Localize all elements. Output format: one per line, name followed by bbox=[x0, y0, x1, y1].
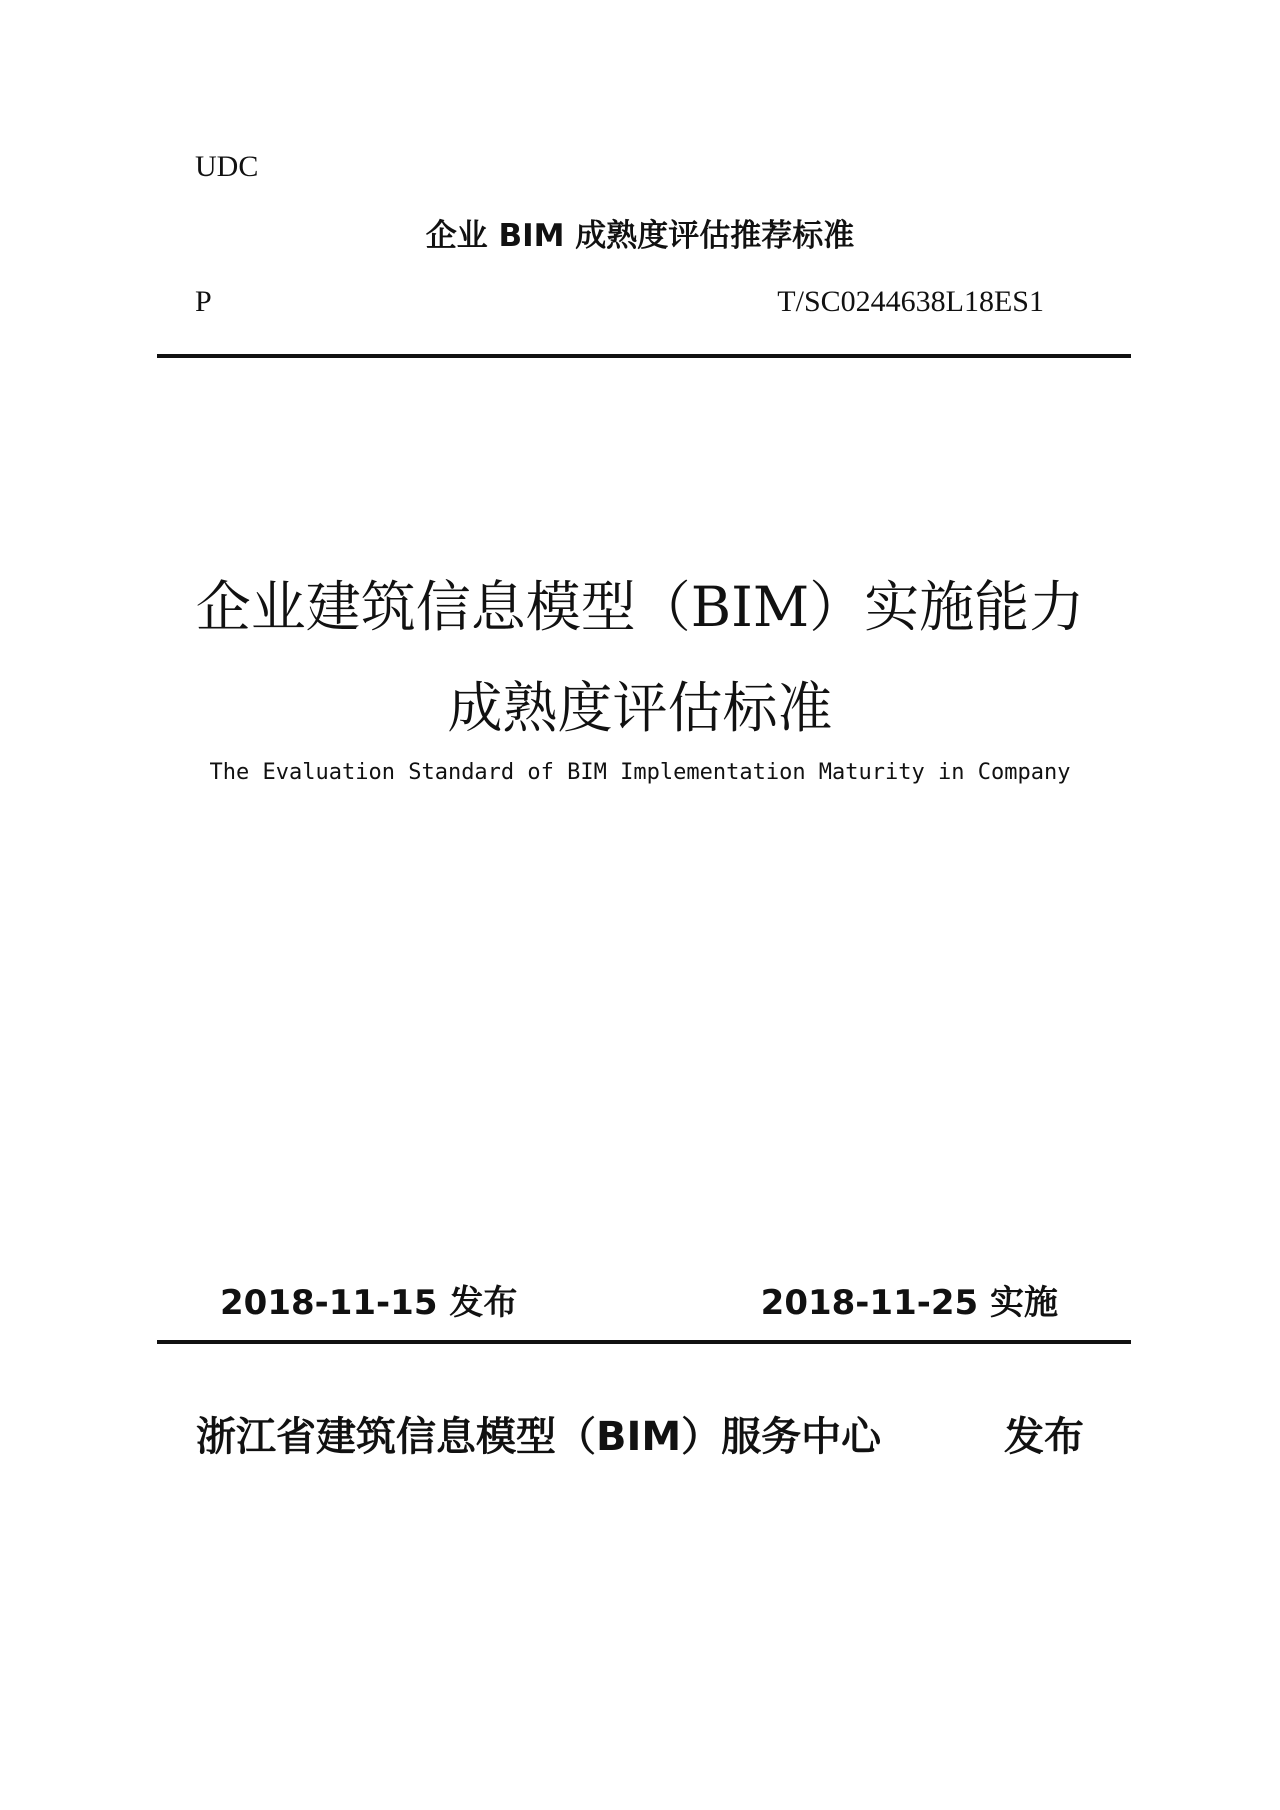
english-title: The Evaluation Standard of BIM Implementation Maturity in Company bbox=[209, 760, 1071, 785]
main-title-line-1: 企业建筑信息模型（BIM）实施能力 bbox=[195, 575, 1085, 639]
bottom-divider bbox=[157, 1340, 1131, 1344]
classification-code: P bbox=[195, 285, 212, 318]
effective-date: 2018-11-25 实施 bbox=[760, 1283, 1058, 1323]
issuing-organization: 浙江省建筑信息模型（BIM）服务中心 bbox=[196, 1414, 882, 1460]
publish-date: 2018-11-15 发布 bbox=[220, 1283, 518, 1323]
series-title: 企业 BIM 成熟度评估推荐标准 bbox=[425, 218, 855, 254]
standard-number: T/SC0244638L18ES1 bbox=[777, 285, 1044, 318]
top-divider bbox=[157, 354, 1131, 358]
main-title-line-2: 成熟度评估标准 bbox=[447, 676, 833, 740]
udc-label: UDC bbox=[195, 150, 259, 183]
issuer-action: 发布 bbox=[1004, 1414, 1084, 1460]
